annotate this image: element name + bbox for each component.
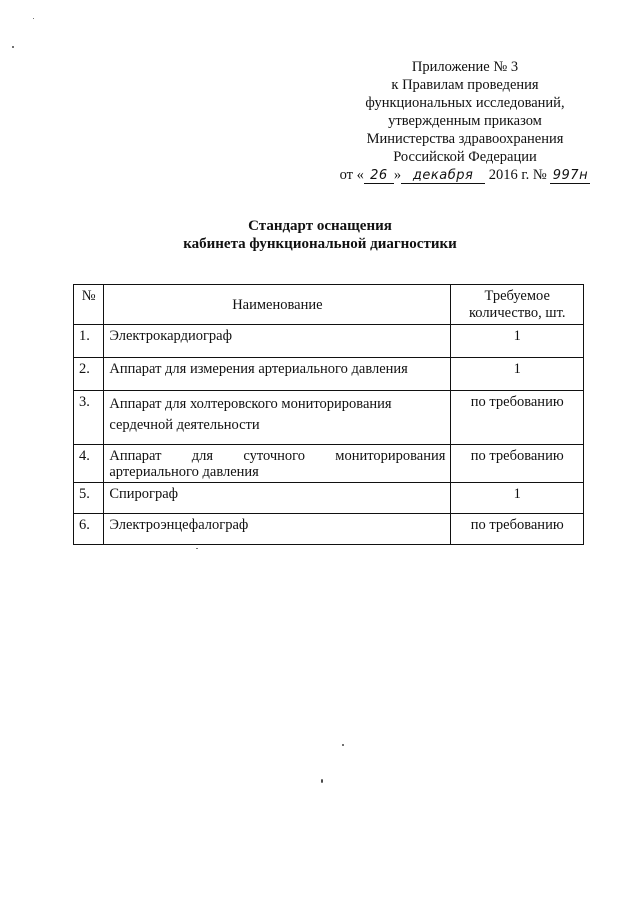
table-row — [74, 514, 584, 545]
row-qty: по требованию — [451, 514, 584, 545]
header-qty: Требуемое количество, шт. — [451, 285, 584, 325]
scan-speck — [33, 18, 34, 19]
appendix-federation: Российской Федерации — [393, 149, 537, 165]
row-qty: 1 — [451, 483, 584, 514]
scan-speck — [342, 744, 344, 746]
row-num: 5. — [74, 483, 104, 514]
row-num: 4. — [74, 445, 104, 483]
date-prefix: от « — [339, 167, 364, 183]
row-qty: по требованию — [451, 445, 584, 483]
row-num: 2. — [74, 358, 104, 391]
table-row — [74, 325, 584, 358]
header-num: № — [74, 285, 104, 325]
table-row — [74, 358, 584, 391]
title-line-2: кабинета функциональной диагностики — [183, 236, 457, 252]
document-title — [0, 217, 640, 253]
handwritten-month: декабря — [401, 168, 485, 184]
handwritten-order-number: 997н — [550, 168, 590, 184]
table-header-row — [74, 285, 584, 325]
appendix-rules-ref: к Правилам проведения — [391, 77, 539, 93]
row-num: 1. — [74, 325, 104, 358]
row-name: Спирограф — [104, 483, 451, 514]
row-name: Аппарат для суточного мониторирования артериального давления — [104, 445, 451, 483]
appendix-number: Приложение № 3 — [411, 59, 519, 75]
table-row — [74, 445, 584, 483]
row-name: Аппарат для измерения артериального давления — [104, 358, 451, 391]
title-line-1: Стандарт оснащения — [248, 218, 392, 234]
date-year: 2016 г. № — [488, 167, 547, 183]
appendix-ministry: Министерства здравоохранения — [366, 131, 564, 147]
equipment-table — [73, 284, 584, 545]
row-name: Электроэнцефалограф — [104, 514, 451, 545]
appendix-header — [300, 58, 630, 184]
table-row — [74, 391, 584, 445]
row-name: Аппарат для холтеровского мониторирования сердечной деятельности — [104, 391, 451, 445]
scan-speck — [321, 779, 323, 783]
row-name: Электрокардиограф — [104, 325, 451, 358]
row-qty: 1 — [451, 325, 584, 358]
row-qty: 1 — [451, 358, 584, 391]
header-name: Наименование — [104, 285, 451, 325]
appendix-rules-subject: функциональных исследований, — [365, 95, 565, 111]
table-row — [74, 483, 584, 514]
scan-speck — [12, 46, 14, 48]
date-mid: » — [393, 167, 402, 183]
row-num: 3. — [74, 391, 104, 445]
scan-speck — [196, 548, 198, 549]
row-num: 6. — [74, 514, 104, 545]
handwritten-day: 26 — [364, 168, 394, 184]
appendix-approved-by: утвержденным приказом — [388, 113, 542, 129]
row-qty: по требованию — [451, 391, 584, 445]
order-date-line — [300, 166, 630, 184]
